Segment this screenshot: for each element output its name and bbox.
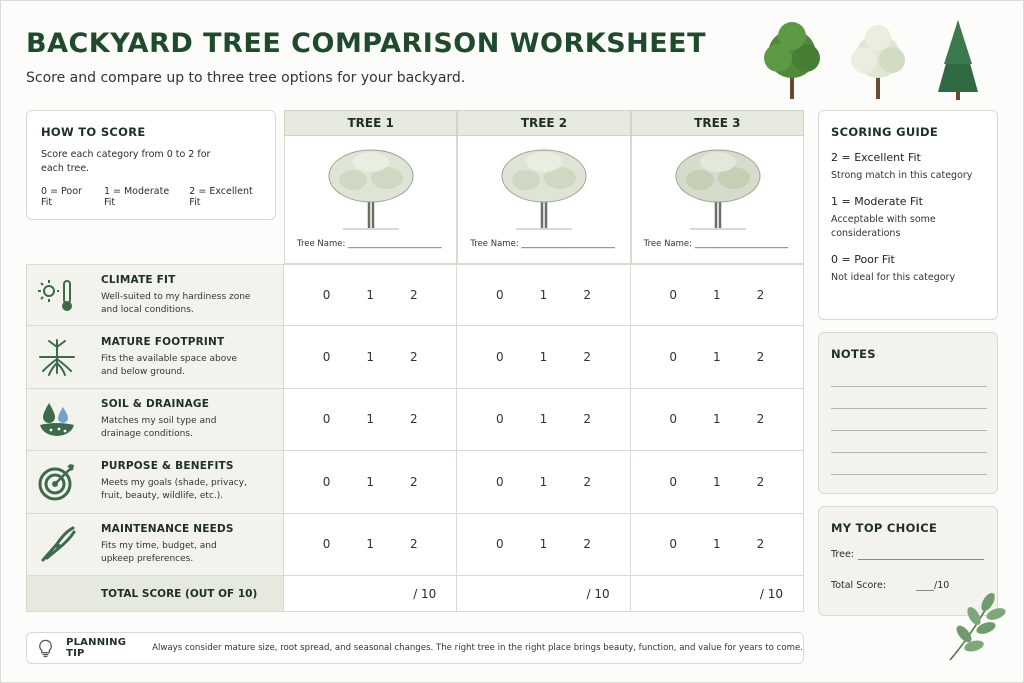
note-line[interactable] xyxy=(831,453,987,475)
criteria-row-maintenance xyxy=(26,514,804,576)
total-score-tree-3[interactable]: / 10 xyxy=(631,576,804,611)
score-option-0[interactable]: 0 xyxy=(322,537,331,552)
score-cell-tree-1 xyxy=(284,514,457,575)
notes-lines[interactable] xyxy=(831,365,985,475)
score-option-2[interactable]: 2 xyxy=(409,412,418,427)
target-icon xyxy=(37,462,77,502)
score-option-0[interactable]: 0 xyxy=(322,474,331,489)
tree-3-picture-cell xyxy=(631,136,804,264)
criteria-desc: Fits my time, budget, and upkeep preferences. xyxy=(101,540,217,564)
score-cell-tree-1 xyxy=(284,326,457,387)
score-option-2[interactable]: 2 xyxy=(756,350,765,365)
guide-item-poor xyxy=(831,253,985,285)
notes-heading: NOTES xyxy=(831,347,876,361)
sun-thermometer-icon xyxy=(37,275,77,315)
water-drop-soil-icon xyxy=(37,399,77,439)
how-to-score-heading: HOW TO SCORE xyxy=(41,125,146,139)
score-option-0[interactable]: 0 xyxy=(496,537,504,552)
criteria-label-cell xyxy=(26,389,284,450)
criteria-title: SOIL & DRAINAGE xyxy=(101,397,210,410)
score-cell-tree-2 xyxy=(457,451,630,512)
score-cell-tree-3 xyxy=(631,451,804,512)
scoring-guide-heading: SCORING GUIDE xyxy=(831,125,939,139)
score-cell-tree-3 xyxy=(631,514,804,575)
score-option-0[interactable]: 0 xyxy=(496,288,504,303)
criteria-desc: Matches my soil type and drainage conditions. xyxy=(101,415,217,439)
score-option-1[interactable]: 1 xyxy=(539,412,548,427)
total-score-tree-1[interactable]: / 10 xyxy=(284,576,457,611)
score-option-2[interactable]: 2 xyxy=(583,288,591,303)
lightbulb-icon xyxy=(37,638,54,658)
tree-2-sketch xyxy=(496,140,592,232)
score-option-1[interactable]: 1 xyxy=(713,412,721,427)
criteria-title: MATURE FOOTPRINT xyxy=(101,335,225,348)
criteria-desc: Meets my goals (shade, privacy, fruit, beauty, wildlife, etc.). xyxy=(101,478,247,502)
score-option-0[interactable]: 0 xyxy=(322,412,331,427)
top-choice-heading: MY TOP CHOICE xyxy=(831,521,938,535)
flowering-tree-illustration xyxy=(851,25,905,99)
score-option-1[interactable]: 1 xyxy=(713,537,721,552)
planning-tip-bar xyxy=(26,632,804,664)
notes-card xyxy=(818,332,998,494)
score-option-1[interactable]: 1 xyxy=(713,474,721,489)
total-score-label: TOTAL SCORE (OUT OF 10) xyxy=(26,576,284,611)
scale-poor: 0 = Poor Fit xyxy=(41,186,82,208)
score-option-1[interactable]: 1 xyxy=(539,474,548,489)
score-cell-tree-1 xyxy=(284,451,457,512)
score-option-2[interactable]: 2 xyxy=(583,474,591,489)
tree-1-header: TREE 1 xyxy=(284,110,457,136)
how-to-score-text: Score each category from 0 to 2 for each tree. xyxy=(41,149,211,174)
criteria-label-cell xyxy=(26,265,284,325)
score-option-1[interactable]: 1 xyxy=(713,288,721,303)
score-cell-tree-2 xyxy=(457,514,630,575)
tree-2-header: TREE 2 xyxy=(457,110,630,136)
tree-illustrations xyxy=(752,14,992,104)
score-option-2[interactable]: 2 xyxy=(583,537,591,552)
tree-3-sketch xyxy=(670,140,766,232)
planning-tip-text: Always consider mature size, root spread, and seasonal changes. The right tree in the right place brings beauty, function, and value for years to come. xyxy=(152,643,803,653)
note-line[interactable] xyxy=(831,387,987,409)
score-option-2[interactable]: 2 xyxy=(756,537,765,552)
score-option-1[interactable]: 1 xyxy=(366,474,374,489)
score-option-0[interactable]: 0 xyxy=(322,350,331,365)
score-option-1[interactable]: 1 xyxy=(539,537,548,552)
criteria-row-soil xyxy=(26,389,804,451)
score-option-2[interactable]: 2 xyxy=(583,412,591,427)
note-line[interactable] xyxy=(831,365,987,387)
score-option-0[interactable]: 0 xyxy=(496,474,504,489)
criteria-row-climate xyxy=(26,264,804,326)
score-cell-tree-3 xyxy=(631,326,804,387)
score-option-2[interactable]: 2 xyxy=(409,350,418,365)
tree-3-header: TREE 3 xyxy=(631,110,804,136)
guide-level: 2 = Excellent Fit xyxy=(831,151,921,164)
score-option-1[interactable]: 1 xyxy=(366,412,374,427)
score-option-1[interactable]: 1 xyxy=(713,350,721,365)
score-option-0[interactable]: 0 xyxy=(669,412,677,427)
score-cell-tree-2 xyxy=(457,265,630,325)
top-choice-score-suffix: /10 xyxy=(934,580,950,591)
criteria-label-cell xyxy=(26,326,284,387)
score-option-1[interactable]: 1 xyxy=(539,350,548,365)
criteria-desc: Fits the available space above and below ground. xyxy=(101,353,238,377)
score-option-0[interactable]: 0 xyxy=(669,474,677,489)
criteria-label-cell xyxy=(26,451,284,512)
scoring-guide-card xyxy=(818,110,998,320)
score-option-0[interactable]: 0 xyxy=(322,288,331,303)
top-choice-score-label: Total Score: xyxy=(831,580,887,591)
score-option-1[interactable]: 1 xyxy=(366,350,374,365)
guide-desc: Not ideal for this category xyxy=(831,272,956,283)
page-title: BACKYARD TREE COMPARISON WORKSHEET xyxy=(26,28,707,59)
how-to-score-scale xyxy=(41,186,261,208)
score-option-1[interactable]: 1 xyxy=(366,537,374,552)
top-choice-tree-field[interactable] xyxy=(858,549,984,560)
total-score-tree-2[interactable]: / 10 xyxy=(457,576,630,611)
score-option-2[interactable]: 2 xyxy=(756,288,765,303)
how-to-score-card xyxy=(26,110,276,220)
tree-1-sketch xyxy=(323,140,419,232)
page-subtitle: Score and compare up to three tree options for your backyard. xyxy=(26,70,466,86)
root-spread-icon xyxy=(37,337,77,377)
score-option-0[interactable]: 0 xyxy=(669,288,677,303)
score-option-0[interactable]: 0 xyxy=(496,350,504,365)
guide-level: 1 = Moderate Fit xyxy=(831,195,923,208)
score-option-2[interactable]: 2 xyxy=(409,537,418,552)
guide-item-moderate xyxy=(831,195,985,241)
criteria-title: PURPOSE & BENEFITS xyxy=(101,460,234,473)
leaf-branch-icon xyxy=(944,588,1008,662)
criteria-label-cell xyxy=(26,514,284,575)
criteria-title: MAINTENANCE NEEDS xyxy=(101,522,234,535)
criteria-table xyxy=(26,264,804,612)
tree-picture-row xyxy=(284,136,804,264)
score-option-1[interactable]: 1 xyxy=(366,288,374,303)
score-option-2[interactable]: 2 xyxy=(409,474,418,489)
score-cell-tree-2 xyxy=(457,389,630,450)
note-line[interactable] xyxy=(831,431,987,453)
tree-header-row xyxy=(284,110,804,136)
criteria-row-purpose xyxy=(26,451,804,513)
criteria-desc: Well-suited to my hardiness zone and local conditions. xyxy=(101,291,251,315)
scale-moderate: 1 = Moderate Fit xyxy=(103,186,170,208)
top-choice-tree-line xyxy=(831,549,985,560)
planning-tip-label: PLANNING TIP xyxy=(66,637,127,659)
guide-item-excellent xyxy=(831,151,985,183)
tree-1-name-field[interactable]: Tree Name: ______________________ xyxy=(297,239,442,249)
note-line[interactable] xyxy=(831,409,987,431)
criteria-title: CLIMATE FIT xyxy=(101,273,176,286)
score-option-0[interactable]: 0 xyxy=(669,350,677,365)
tree-2-name-field[interactable]: Tree Name: ______________________ xyxy=(470,239,615,249)
scale-excellent: 2 = Excellent Fit xyxy=(189,186,253,208)
score-option-0[interactable]: 0 xyxy=(669,537,677,552)
score-cell-tree-3 xyxy=(631,389,804,450)
criteria-row-footprint xyxy=(26,326,804,388)
score-option-1[interactable]: 1 xyxy=(539,288,548,303)
total-score-row xyxy=(26,576,804,612)
guide-desc: Acceptable with some considerations xyxy=(831,214,936,239)
tree-2-picture-cell xyxy=(457,136,630,264)
guide-desc: Strong match in this category xyxy=(831,170,973,181)
score-cell-tree-1 xyxy=(284,265,457,325)
deciduous-tree-illustration xyxy=(764,22,820,99)
score-cell-tree-3 xyxy=(631,265,804,325)
pruning-shears-icon xyxy=(37,524,77,564)
score-option-2[interactable]: 2 xyxy=(756,474,765,489)
score-option-0[interactable]: 0 xyxy=(496,412,504,427)
tree-3-name-field[interactable]: Tree Name: ______________________ xyxy=(643,239,789,249)
guide-level: 0 = Poor Fit xyxy=(831,253,895,266)
score-cell-tree-1 xyxy=(284,389,457,450)
score-option-2[interactable]: 2 xyxy=(583,350,591,365)
top-choice-score-field[interactable] xyxy=(916,580,934,591)
evergreen-tree-illustration xyxy=(938,20,978,100)
score-cell-tree-2 xyxy=(457,326,630,387)
top-choice-tree-label: Tree: xyxy=(831,549,854,560)
score-option-2[interactable]: 2 xyxy=(756,412,765,427)
score-option-2[interactable]: 2 xyxy=(409,288,418,303)
tree-1-picture-cell xyxy=(284,136,457,264)
